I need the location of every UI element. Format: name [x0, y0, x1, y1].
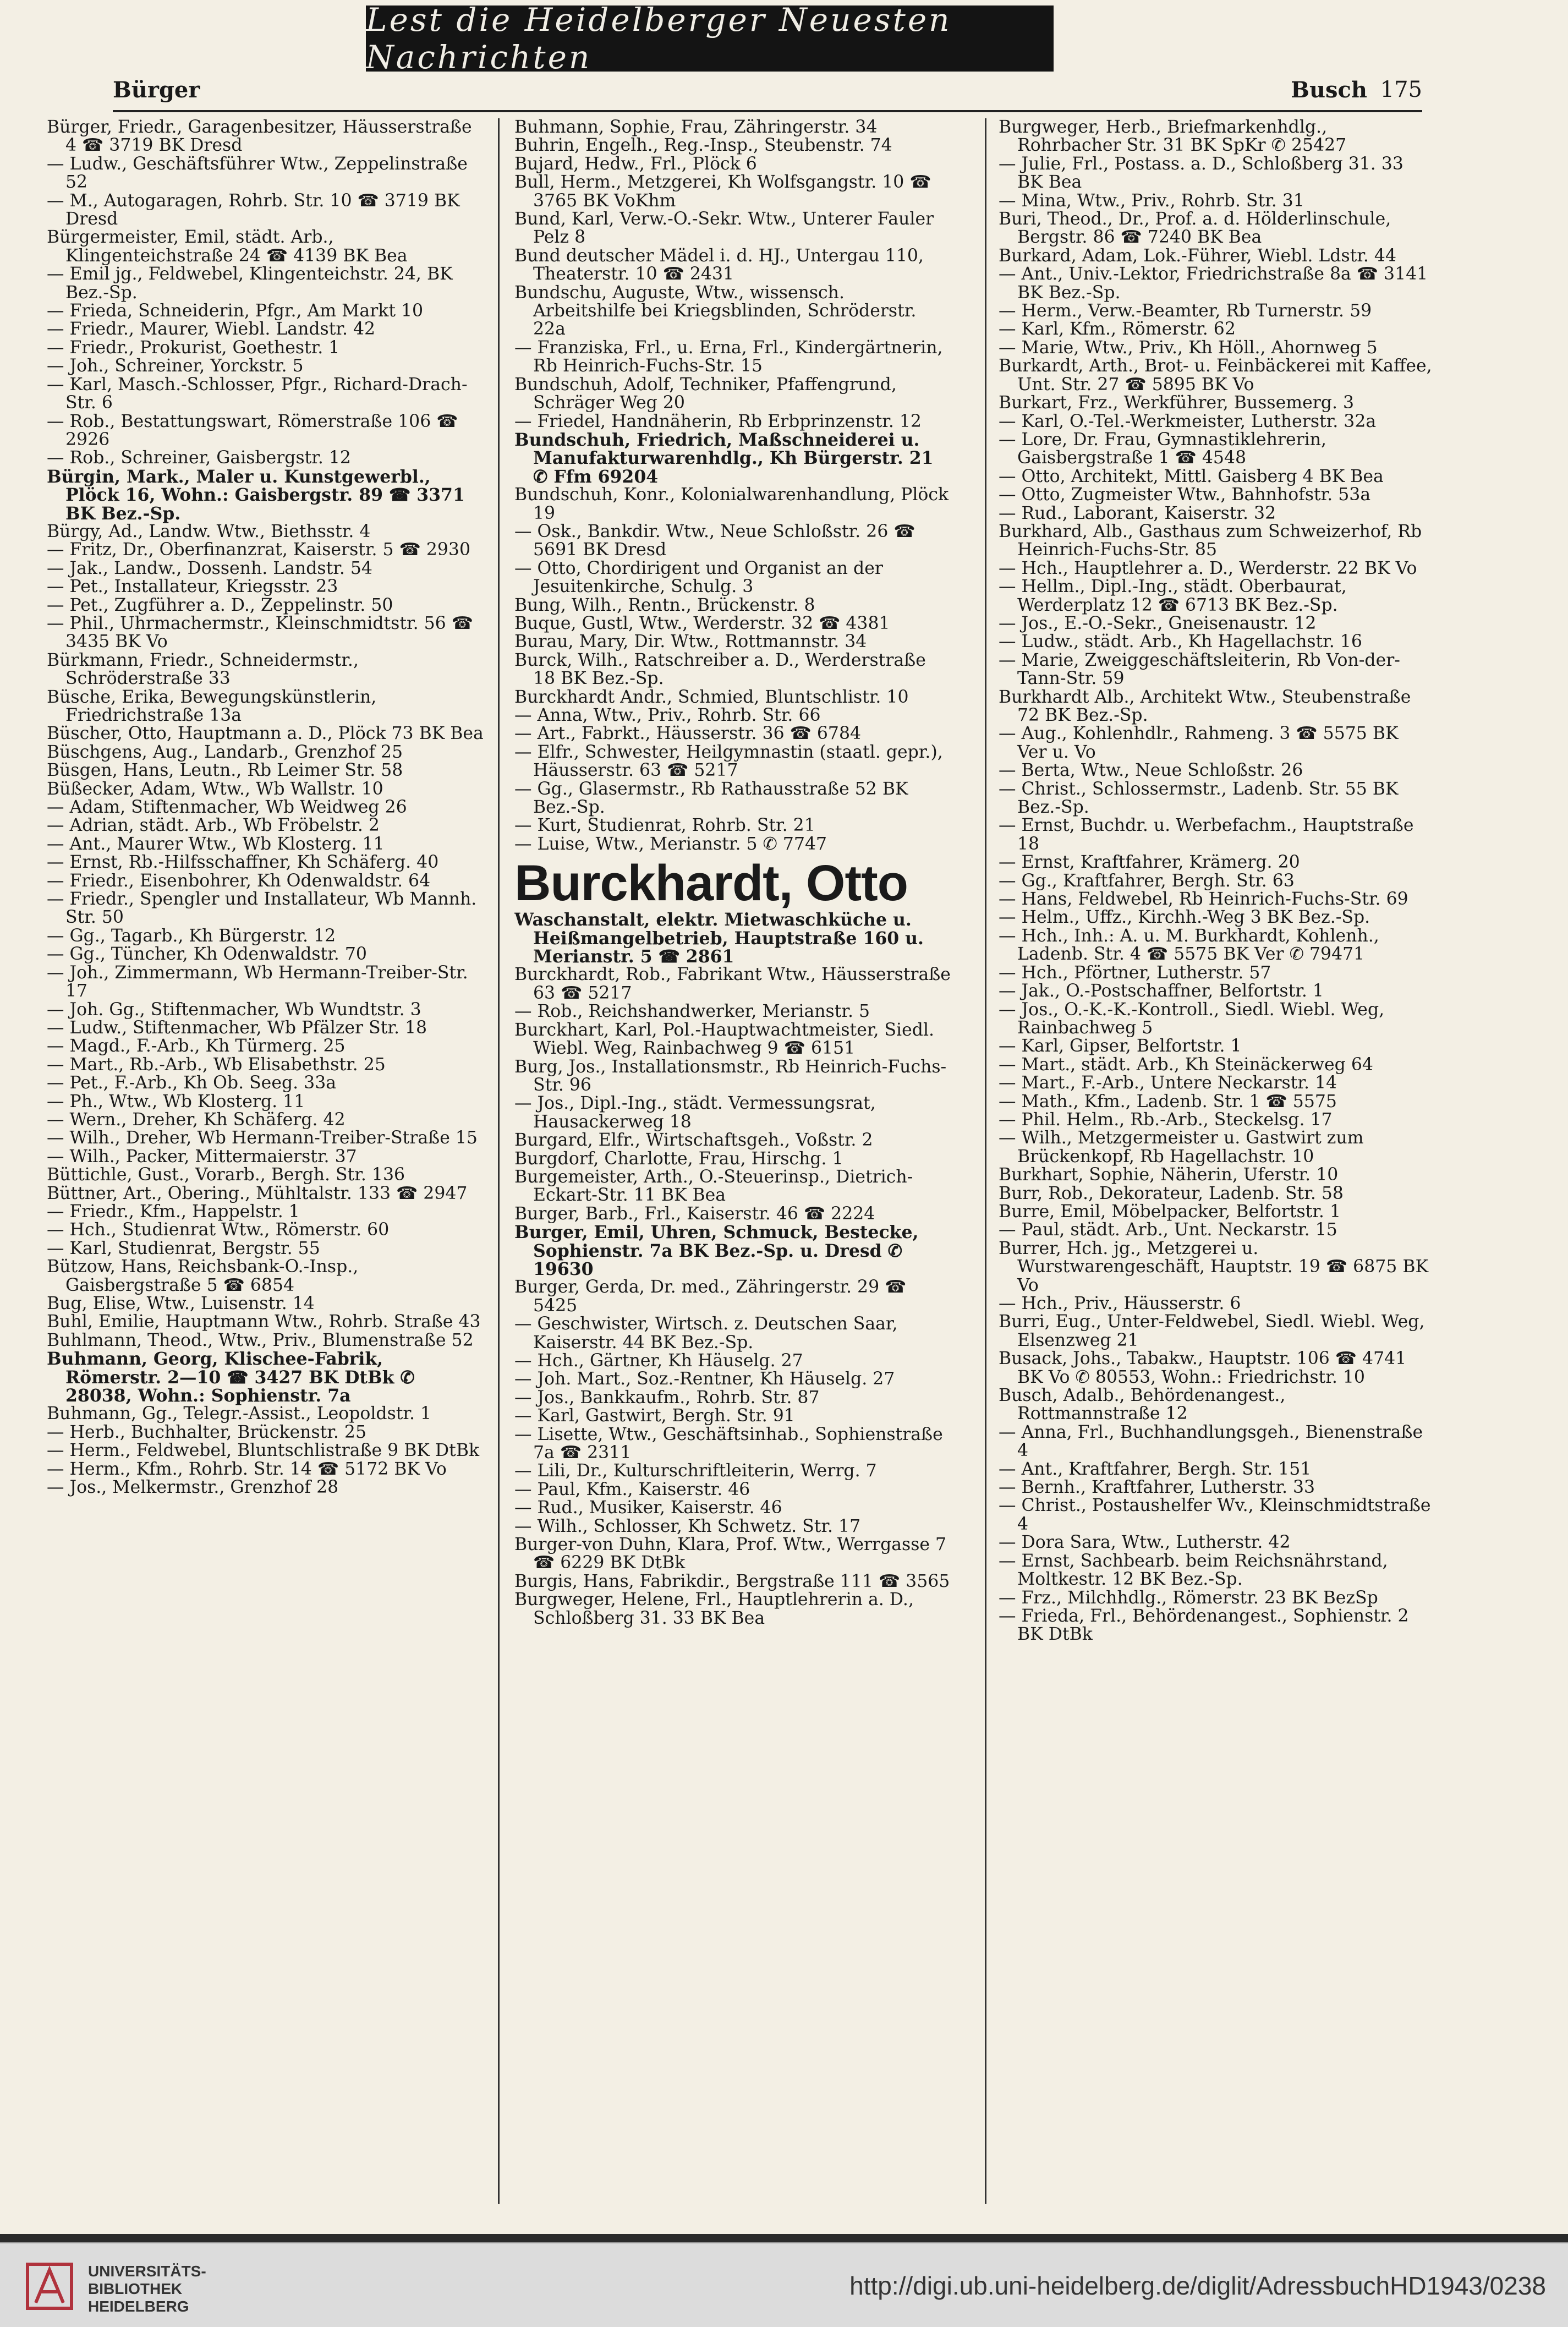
- running-head: [113, 77, 1422, 110]
- directory-entry: — Frieda, Frl., Behördenangest., Sophienstr. 2 BK DtBk: [999, 1606, 1409, 1645]
- directory-entry: — Christ., Postaushelfer Wv., Kleinschmidtstraße 4: [999, 1496, 1431, 1534]
- directory-entry: Burgemeister, Arth., O.-Steuerinsp., Dietrich-Eckart-Str. 11 BK Bea: [514, 1167, 913, 1206]
- directory-entry: — Hch., Hauptlehrer a. D., Werderstr. 22 BK Vo: [999, 558, 1417, 578]
- directory-entry: — Karl, Studienrat, Bergstr. 55: [47, 1238, 320, 1258]
- directory-entry: Büßecker, Adam, Wtw., Wb Wallstr. 10: [47, 779, 383, 799]
- directory-entry: — Ant., Kraftfahrer, Bergh. Str. 151: [999, 1459, 1312, 1479]
- directory-entry: — Paul, Kfm., Kaiserstr. 46: [514, 1479, 750, 1499]
- directory-entry: — Lili, Dr., Kulturschriftleiterin, Werrg. 7: [514, 1461, 877, 1481]
- directory-entry: Bundschuh, Adolf, Techniker, Pfaffengrund, Schräger Weg 20: [514, 374, 897, 413]
- directory-entry: — Mart., städt. Arb., Kh Steinäckerweg 64: [999, 1054, 1373, 1075]
- directory-entry: — Ludw., Stiftenmacher, Wb Pfälzer Str. 18: [47, 1017, 427, 1038]
- directory-entry: Burkardt, Arth., Brot- u. Feinbäckerei mit Kaffee, Unt. Str. 27 ☎ 5895 BK Vo: [999, 356, 1432, 395]
- directory-entry: Burger-von Duhn, Klara, Prof. Wtw., Werrgasse 7 ☎ 6229 BK DtBk: [514, 1535, 947, 1573]
- directory-entry: Burr, Rob., Dekorateur, Ladenb. Str. 58: [999, 1183, 1344, 1203]
- directory-entry: — Julie, Frl., Postass. a. D., Schloßberg 31. 33 BK Bea: [999, 154, 1403, 193]
- directory-entry: Buhmann, Sophie, Frau, Zähringerstr. 34: [514, 118, 878, 137]
- directory-entry: — Wilh., Metzgermeister u. Gastwirt zum Brückenkopf, Rb Hagellachstr. 10: [999, 1128, 1364, 1167]
- directory-entry: Burgard, Elfr., Wirtschaftsgeh., Voßstr. 2: [514, 1130, 873, 1151]
- directory-entry: — Friedr., Prokurist, Goethestr. 1: [47, 337, 340, 358]
- directory-entry: Burckhardt, Rob., Fabrikant Wtw., Häusserstraße 63 ☎ 5217: [514, 965, 951, 1003]
- directory-entry: — Karl, O.-Tel.-Werkmeister, Lutherstr. 32a: [999, 411, 1377, 431]
- directory-entry: — Christ., Schlossermstr., Ladenb. Str. 55 BK Bez.-Sp.: [999, 779, 1399, 818]
- directory-entry: — Anna, Wtw., Priv., Rohrb. Str. 66: [514, 705, 821, 725]
- library-line: HEIDELBERG: [88, 2298, 189, 2315]
- directory-entry: Burgweger, Helene, Frl., Hauptlehrerin a. D., Schloßberg 31. 33 BK Bea: [514, 1590, 914, 1628]
- directory-entry: Buhrin, Engelh., Reg.-Insp., Steubenstr. 74: [514, 135, 892, 156]
- directory-entry: — Phil., Uhrmachermstr., Kleinschmidtstr. 56 ☎ 3435 BK Vo: [47, 613, 473, 652]
- directory-entry: — Pet., Zugführer a. D., Zeppelinstr. 50: [47, 595, 393, 615]
- directory-entry: Burre, Emil, Möbelpacker, Belfortstr. 1: [999, 1201, 1341, 1222]
- directory-entry: — Wilh., Dreher, Wb Hermann-Treiber-Straße 15: [47, 1128, 478, 1148]
- directory-entry: — Hellm., Dipl.-Ing., städt. Oberbaurat, Werderplatz 12 ☎ 6713 BK Bez.-Sp.: [999, 577, 1347, 615]
- directory-entry: — Friedr., Maurer, Wiebl. Landstr. 42: [47, 319, 376, 340]
- directory-entry: — Ant., Maurer Wtw., Wb Klosterg. 11: [47, 834, 385, 854]
- directory-entry: — Lore, Dr. Frau, Gymnastiklehrerin, Gaisbergstraße 1 ☎ 4548: [999, 429, 1327, 468]
- header-left-keyword: Bürger: [113, 77, 200, 103]
- directory-entry: — Mina, Wtw., Priv., Rohrb. Str. 31: [999, 190, 1304, 211]
- directory-entry: — Osk., Bankdir. Wtw., Neue Schloßstr. 26 ☎ 5691 BK Dresd: [514, 521, 915, 560]
- directory-entry: Burkhardt Alb., Architekt Wtw., Steubenstraße 72 BK Bez.-Sp.: [999, 687, 1411, 725]
- directory-entry: — Pet., F.-Arb., Kh Ob. Seeg. 33a: [47, 1073, 337, 1093]
- directory-entry: Bürger, Friedr., Garagenbesitzer, Häusserstraße 4 ☎ 3719 BK Dresd: [47, 118, 472, 156]
- directory-entry: Burger, Emil, Uhren, Schmuck, Bestecke, Sophienstr. 7a BK Bez.-Sp. u. Dresd ✆ 19630: [514, 1222, 919, 1279]
- column-divider: [985, 118, 986, 2204]
- directory-entry: — Joh., Schreiner, Yorckstr. 5: [47, 356, 304, 376]
- directory-entry: — Friedr., Eisenbohrer, Kh Odenwaldstr. 64: [47, 870, 431, 891]
- source-url-link[interactable]: http://digi.ub.uni-heidelberg.de/diglit/AdressbuchHD1943/0238: [849, 2271, 1546, 2300]
- directory-entry: Bundschu, Auguste, Wtw., wissensch. Arbeitshilfe bei Kriegsblinden, Schröderstr. 22a: [514, 282, 917, 340]
- directory-entry: Buhl, Emilie, Hauptmann Wtw., Rohrb. Straße 43: [47, 1312, 481, 1332]
- directory-entry: — Adrian, städt. Arb., Wb Fröbelstr. 2: [47, 815, 380, 836]
- directory-entry: — Jos., Melkermstr., Grenzhof 28: [47, 1477, 339, 1498]
- directory-entry: — Luise, Wtw., Merianstr. 5 ✆ 7747: [514, 834, 827, 854]
- directory-entry: — Gg., Tagarb., Kh Bürgerstr. 12: [47, 926, 336, 946]
- directory-entry: — Jos., Bankkaufm., Rohrb. Str. 87: [514, 1387, 820, 1408]
- directory-entry: — Rob., Reichshandwerker, Merianstr. 5: [514, 1001, 870, 1022]
- directory-entry: — Paul, städt. Arb., Unt. Neckarstr. 15: [999, 1220, 1337, 1240]
- directory-entry: — Hch., Inh.: A. u. M. Burkhardt, Kohlenh., Ladenb. Str. 4 ☎ 5575 BK Ver ✆ 79471: [999, 926, 1379, 965]
- directory-entry: — Ludw., städt. Arb., Kh Hagellachstr. 16: [999, 632, 1362, 652]
- directory-entry: — Karl, Masch.-Schlosser, Pfgr., Richard-Drach-Str. 6: [47, 374, 468, 413]
- directory-entry: — Rob., Schreiner, Gaisbergstr. 12: [47, 448, 351, 468]
- directory-entry: Bund deutscher Mädel i. d. HJ., Untergau 110, Theaterstr. 10 ☎ 2431: [514, 245, 924, 284]
- directory-entry: Büschgens, Aug., Landarb., Grenzhof 25: [47, 742, 403, 762]
- directory-entry: — Joh. Gg., Stiftenmacher, Wb Wundtstr. 3: [47, 999, 421, 1020]
- directory-entry: Bürgin, Mark., Maler u. Kunstgewerbl., Plöck 16, Wohn.: Gaisbergstr. 89 ☎ 3371 BK Bez.-Sp.: [47, 466, 465, 524]
- directory-entry: — Magd., F.-Arb., Kh Türmerg. 25: [47, 1036, 346, 1056]
- directory-entry: — Gg., Tüncher, Kh Odenwaldstr. 70: [47, 944, 367, 965]
- directory-entry: Bürgermeister, Emil, städt. Arb., Klingenteichstraße 24 ☎ 4139 BK Bea: [47, 227, 408, 266]
- directory-entry: — Math., Kfm., Ladenb. Str. 1 ☎ 5575: [999, 1091, 1337, 1112]
- directory-entry: — Friedr., Kfm., Happelstr. 1: [47, 1201, 300, 1222]
- directory-entry: — Hch., Studienrat Wtw., Römerstr. 60: [47, 1220, 390, 1240]
- directory-entry: Burgweger, Herb., Briefmarkenhdlg., Rohrbacher Str. 31 BK SpKr ✆ 25427: [999, 118, 1347, 156]
- directory-entry: — Ph., Wtw., Wb Klosterg. 11: [47, 1091, 305, 1112]
- directory-entry: — Frieda, Schneiderin, Pfgr., Am Markt 10: [47, 301, 424, 321]
- directory-entry: Burkart, Frz., Werkführer, Bussemerg. 3: [999, 393, 1355, 413]
- directory-entry: Buhmann, Georg, Klischee-Fabrik, Römerstr. 2—10 ☎ 3427 BK DtBk ✆ 28038, Wohn.: Sophienstr. 7a: [47, 1349, 415, 1406]
- directory-entry: — Geschwister, Wirtsch. z. Deutschen Saar, Kaiserstr. 44 BK Bez.-Sp.: [514, 1314, 898, 1353]
- directory-entry: Büttichle, Gust., Vorarb., Bergh. Str. 136: [47, 1165, 405, 1185]
- directory-entry: — Rud., Musiker, Kaiserstr. 46: [514, 1498, 782, 1518]
- directory-entry: Bützow, Hans, Reichsbank-O.-Insp., Gaisbergstraße 5 ☎ 6854: [47, 1257, 359, 1295]
- directory-entry: Bundschuh, Friedrich, Maßschneiderei u. Manufakturwarenhdlg., Kh Bürgerstr. 21 ✆ Ffm 69204: [514, 429, 934, 487]
- directory-entry: — Jos., E.-O.-Sekr., Gneisenaustr. 12: [999, 613, 1317, 633]
- advertisement-heading: Burckhardt, Otto: [514, 855, 908, 912]
- directory-entry: — Ant., Univ.-Lektor, Friedrichstraße 8a ☎ 3141 BK Bez.-Sp.: [999, 264, 1428, 303]
- directory-entry: Bund, Karl, Verw.-O.-Sekr. Wtw., Unterer Fauler Pelz 8: [514, 209, 934, 248]
- directory-entry: — Art., Fabrkt., Häusserstr. 36 ☎ 6784: [514, 724, 862, 744]
- directory-entry: — Jos., O.-K.-K.-Kontroll., Siedl. Wiebl. Weg, Rainbachweg 5: [999, 999, 1385, 1038]
- directory-entry: — Karl, Kfm., Römerstr. 62: [999, 319, 1236, 340]
- directory-entry: Büscher, Otto, Hauptmann a. D., Plöck 73 BK Bea: [47, 724, 484, 744]
- directory-entry: — Helm., Uffz., Kirchh.-Weg 3 BK Bez.-Sp.: [999, 907, 1370, 928]
- directory-entry: — Emil jg., Feldwebel, Klingenteichstr. 24, BK Bez.-Sp.: [47, 264, 453, 303]
- directory-entry: Burgdorf, Charlotte, Frau, Hirschg. 1: [514, 1148, 843, 1169]
- advertisement-banner: Lest die Heidelberger Neuesten Nachrichten: [366, 6, 1054, 72]
- directory-entry: Bull, Herm., Metzgerei, Kh Wolfsgangstr. 10 ☎ 3765 BK VoKhm: [514, 172, 931, 211]
- directory-entry: — Herm., Feldwebel, Bluntschlistraße 9 BK DtBk: [47, 1441, 480, 1461]
- directory-entry: — Rud., Laborant, Kaiserstr. 32: [999, 503, 1276, 523]
- directory-entry: — Herb., Buchhalter, Brückenstr. 25: [47, 1422, 366, 1442]
- directory-entry: — Jak., O.-Postschaffner, Belfortstr. 1: [999, 981, 1324, 1001]
- directory-entry: Buque, Gustl, Wtw., Werderstr. 32 ☎ 4381: [514, 613, 890, 633]
- directory-entry: Bundschuh, Konr., Kolonialwarenhandlung, Plöck 19: [514, 485, 949, 523]
- directory-entry: Burg, Jos., Installationsmstr., Rb Heinrich-Fuchs-Str. 96: [514, 1056, 947, 1095]
- directory-entry: — Marie, Wtw., Priv., Kh Höll., Ahornweg 5: [999, 337, 1378, 358]
- directory-entry: — Rob., Bestattungswart, Römerstraße 106 ☎ 2926: [47, 411, 458, 450]
- directory-entry: — M., Autogaragen, Rohrb. Str. 10 ☎ 3719 BK Dresd: [47, 190, 460, 229]
- directory-entry: Busack, Johs., Tabakw., Hauptstr. 106 ☎ 4741 BK Vo ✆ 80553, Wohn.: Friedrichstr. 10: [999, 1349, 1407, 1387]
- directory-entry: Burri, Eug., Unter-Feldwebel, Siedl. Wiebl. Weg, Elsenzweg 21: [999, 1312, 1425, 1350]
- directory-entry: — Hans, Feldwebel, Rb Heinrich-Fuchs-Str. 69: [999, 889, 1408, 910]
- directory-entry: — Anna, Frl., Buchhandlungsgeh., Bienenstraße 4: [999, 1422, 1423, 1461]
- directory-entry: Burkhart, Sophie, Näherin, Uferstr. 10: [999, 1165, 1339, 1185]
- directory-entry: Burgis, Hans, Fabrikdir., Bergstraße 111 ☎ 3565: [514, 1571, 950, 1591]
- directory-entry: Buhlmann, Theod., Wtw., Priv., Blumenstraße 52: [47, 1330, 474, 1350]
- directory-entry: Bürgy, Ad., Landw. Wtw., Biethsstr. 4: [47, 521, 371, 541]
- directory-entry: — Ernst, Kraftfahrer, Krämerg. 20: [999, 852, 1300, 873]
- directory-entry: — Adam, Stiftenmacher, Wb Weidweg 26: [47, 797, 407, 818]
- directory-entry: Buhmann, Gg., Telegr.-Assist., Leopoldstr. 1: [47, 1404, 432, 1424]
- column-1: [47, 118, 484, 2209]
- directory-entry: Burkhard, Alb., Gasthaus zum Schweizerhof, Rb Heinrich-Fuchs-Str. 85: [999, 521, 1422, 560]
- directory-entry: — Phil. Helm., Rb.-Arb., Steckelsg. 17: [999, 1109, 1333, 1130]
- directory-entry: Waschanstalt, elektr. Mietwaschküche u. Heißmangelbetrieb, Hauptstraße 160 u. Merianstr. 5 ☎ 2861: [514, 910, 924, 967]
- directory-entry: — Franziska, Frl., u. Erna, Frl., Kindergärtnerin, Rb Heinrich-Fuchs-Str. 15: [514, 337, 943, 376]
- directory-entry: — Dora Sara, Wtw., Lutherstr. 42: [999, 1532, 1291, 1553]
- directory-entry: — Kurt, Studienrat, Rohrb. Str. 21: [514, 815, 815, 836]
- column-2: [514, 118, 952, 2209]
- university-logo-icon: [22, 2259, 77, 2314]
- directory-entry: — Lisette, Wtw., Geschäftsinhab., Sophienstraße 7a ☎ 2311: [514, 1424, 943, 1463]
- directory-entry: — Wern., Dreher, Kh Schäferg. 42: [47, 1109, 346, 1130]
- directory-entry: — Karl, Gipser, Belfortstr. 1: [999, 1036, 1242, 1056]
- directory-entry: — Berta, Wtw., Neue Schloßstr. 26: [999, 760, 1303, 781]
- directory-entry: — Hch., Pförtner, Lutherstr. 57: [999, 962, 1271, 983]
- directory-entry: — Herm., Kfm., Rohrb. Str. 14 ☎ 5172 BK Vo: [47, 1459, 447, 1479]
- column-3: [999, 118, 1433, 2209]
- directory-entry: Bujard, Hedw., Frl., Plöck 6: [514, 154, 757, 174]
- directory-entry: — Gg., Kraftfahrer, Bergh. Str. 63: [999, 870, 1295, 891]
- directory-entry: Burck, Wilh., Ratschreiber a. D., Werderstraße 18 BK Bez.-Sp.: [514, 650, 926, 689]
- directory-entry: Burkard, Adam, Lok.-Führer, Wiebl. Ldstr. 44: [999, 245, 1396, 266]
- directory-entry: Burrer, Hch. jg., Metzgerei u. Wurstwarengeschäft, Hauptstr. 19 ☎ 6875 BK Vo: [999, 1238, 1429, 1295]
- directory-entry: — Wilh., Packer, Mittermaierstr. 37: [47, 1146, 357, 1167]
- directory-entry: Buri, Theod., Dr., Prof. a. d. Hölderlinschule, Bergstr. 86 ☎ 7240 BK Bea: [999, 209, 1391, 248]
- directory-entry: Bug, Elise, Wtw., Luisenstr. 14: [47, 1294, 315, 1313]
- directory-entry: — Wilh., Schlosser, Kh Schwetz. Str. 17: [514, 1516, 861, 1536]
- directory-entry: — Jos., Dipl.-Ing., städt. Vermessungsrat, Hausackerweg 18: [514, 1093, 876, 1132]
- directory-entry: — Ernst, Buchdr. u. Werbefachm., Hauptstraße 18: [999, 815, 1414, 854]
- directory-entry: — Joh., Zimmermann, Wb Hermann-Treiber-Str. 17: [47, 962, 468, 1001]
- directory-entry: — Hch., Gärtner, Kh Häuselg. 27: [514, 1351, 803, 1371]
- library-line: BIBLIOTHEK: [88, 2280, 183, 2297]
- directory-entry: — Otto, Zugmeister Wtw., Bahnhofstr. 53a: [999, 485, 1371, 505]
- directory-entry: — Aug., Kohlenhdlr., Rahmeng. 3 ☎ 5575 BK Ver u. Vo: [999, 724, 1399, 762]
- directory-entry: Burckhart, Karl, Pol.-Hauptwachtmeister, Siedl. Wiebl. Weg, Rainbachweg 9 ☎ 6151: [514, 1020, 935, 1059]
- directory-entry: — Frz., Milchhdlg., Römerstr. 23 BK BezSp: [999, 1587, 1378, 1608]
- directory-entry: — Fritz, Dr., Oberfinanzrat, Kaiserstr. 5 ☎ 2930: [47, 540, 471, 560]
- directory-entry: — Elfr., Schwester, Heilgymnastin (staatl. gepr.), Häusserstr. 63 ☎ 5217: [514, 742, 943, 781]
- directory-entry: — Friedel, Handnäherin, Rb Erbprinzenstr. 12: [514, 411, 922, 431]
- directory-entry: — Karl, Gastwirt, Bergh. Str. 91: [514, 1406, 795, 1426]
- directory-entry: — Pet., Installateur, Kriegsstr. 23: [47, 577, 338, 597]
- library-line: UNIVERSITÄTS-: [88, 2263, 206, 2280]
- directory-entry: — Mart., F.-Arb., Untere Neckarstr. 14: [999, 1073, 1337, 1093]
- directory-entry: Burckhardt Andr., Schmied, Bluntschlistr. 10: [514, 687, 909, 707]
- directory-entry: Burau, Mary, Dir. Wtw., Rottmannstr. 34: [514, 632, 867, 652]
- directory-entry: — Gg., Glasermstr., Rb Rathausstraße 52 BK Bez.-Sp.: [514, 779, 908, 818]
- directory-entry: — Friedr., Spengler und Installateur, Wb Mannh. Str. 50: [47, 889, 477, 928]
- directory-entry: Busch, Adalb., Behördenangest., Rottmannstraße 12: [999, 1386, 1286, 1424]
- page-number: 175: [1380, 77, 1422, 102]
- directory-entry: Büttner, Art., Obering., Mühltalstr. 133 ☎ 2947: [47, 1183, 468, 1203]
- directory-entry: Bung, Wilh., Rentn., Brückenstr. 8: [514, 595, 815, 615]
- library-name: [88, 2263, 206, 2315]
- directory-entry: — Mart., Rb.-Arb., Wb Elisabethstr. 25: [47, 1054, 386, 1075]
- directory-entry: — Marie, Zweiggeschäftsleiterin, Rb Von-der-Tann-Str. 59: [999, 650, 1400, 689]
- directory-entry: Burger, Barb., Frl., Kaiserstr. 46 ☎ 2224: [514, 1203, 875, 1224]
- directory-entry: — Herm., Verw.-Beamter, Rb Turnerstr. 59: [999, 301, 1372, 321]
- directory-entry: — Joh. Mart., Soz.-Rentner, Kh Häuselg. 27: [514, 1369, 895, 1389]
- directory-entry: Burger, Gerda, Dr. med., Zähringerstr. 29 ☎ 5425: [514, 1277, 907, 1316]
- directory-entry: — Otto, Architekt, Mittl. Gaisberg 4 BK Bea: [999, 466, 1384, 486]
- header-right-keyword: Busch: [1291, 77, 1367, 103]
- directory-entry: Büsche, Erika, Bewegungskünstlerin, Friedrichstraße 13a: [47, 687, 377, 725]
- directory-entry: — Ludw., Geschäftsführer Wtw., Zeppelinstraße 52: [47, 154, 468, 193]
- header-rule: [113, 110, 1422, 112]
- directory-entry: Bürkmann, Friedr., Schneidermstr., Schröderstraße 33: [47, 650, 359, 689]
- directory-entry: Büsgen, Hans, Leutn., Rb Leimer Str. 58: [47, 760, 403, 781]
- directory-entry: — Hch., Priv., Häusserstr. 6: [999, 1294, 1241, 1313]
- directory-entry: — Ernst, Sachbearb. beim Reichsnährstand, Moltkestr. 12 BK Bez.-Sp.: [999, 1551, 1388, 1590]
- directory-entry: — Otto, Chordirigent und Organist an der Jesuitenkirche, Schulg. 3: [514, 558, 883, 597]
- directory-entry: — Bernh., Kraftfahrer, Lutherstr. 33: [999, 1477, 1315, 1498]
- directory-entry: — Ernst, Rb.-Hilfsschaffner, Kh Schäferg. 40: [47, 852, 439, 873]
- directory-entry: — Jak., Landw., Dossenh. Landstr. 54: [47, 558, 372, 578]
- column-divider: [498, 118, 500, 2204]
